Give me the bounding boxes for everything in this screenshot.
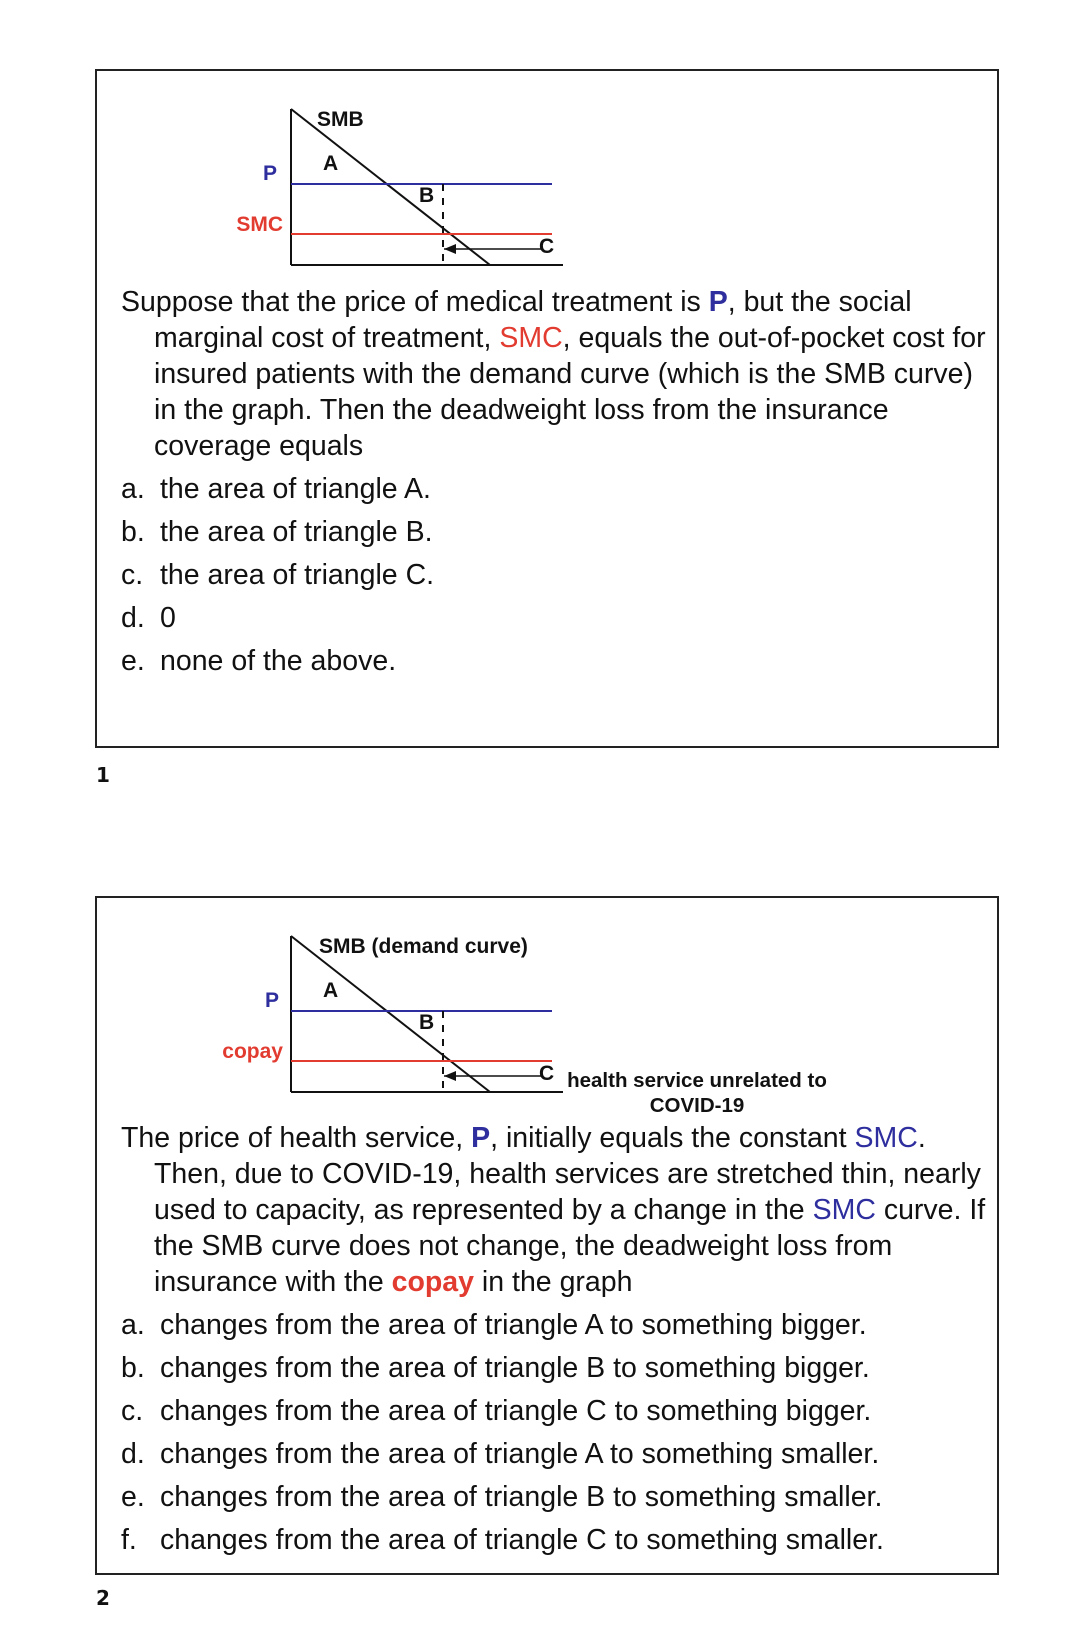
option-letter: b. <box>121 516 145 548</box>
smb-curve-line <box>291 936 490 1092</box>
answer-option-f[interactable] <box>121 1522 991 1558</box>
slide-1 <box>95 69 999 748</box>
arrow-left-icon <box>444 1071 456 1081</box>
option-text: the area of triangle C. <box>160 559 435 591</box>
price-label: P <box>262 162 277 185</box>
stem-text: curve. If the SMB curve does not change, the deadweight loss from insurance with the <box>154 1194 986 1298</box>
region-a-label: A <box>323 979 339 1002</box>
answer-option-d[interactable] <box>121 1436 991 1472</box>
question-stem <box>121 1120 991 1300</box>
stem-text: The price of health service, <box>121 1122 472 1154</box>
option-letter: c. <box>121 1395 144 1427</box>
answer-option-e[interactable] <box>121 1479 991 1515</box>
slide-2 <box>95 896 999 1575</box>
smb-curve-line <box>291 109 490 265</box>
answer-option-c[interactable] <box>121 1393 991 1429</box>
region-b-label: B <box>419 1011 435 1034</box>
price-label: P <box>264 989 279 1012</box>
supply-demand-graph <box>97 898 997 1098</box>
stem-text: . Then, due to COVID-19, health services are stretched thin, nearly used to capacity, as represented by a change in the <box>154 1122 981 1226</box>
option-letter: f. <box>121 1524 137 1556</box>
stem-text: Suppose that the price of medical treatment is <box>121 286 709 318</box>
page-number-2: 2 <box>96 1586 110 1610</box>
price-term: P <box>708 286 728 318</box>
region-c-label: C <box>539 235 555 258</box>
stem-text: in the graph <box>474 1266 633 1298</box>
option-letter: d. <box>121 602 145 634</box>
option-text: changes from the area of triangle C to something bigger. <box>160 1395 872 1427</box>
answer-option-c[interactable] <box>121 557 991 593</box>
option-text: changes from the area of triangle A to something bigger. <box>160 1309 867 1341</box>
option-text: the area of triangle B. <box>160 516 433 548</box>
option-letter: c. <box>121 559 144 591</box>
region-a-label: A <box>323 152 339 175</box>
supply-demand-graph <box>97 71 997 271</box>
price-term: P <box>471 1122 491 1154</box>
answer-option-e[interactable] <box>121 643 991 679</box>
stem-text: , equals the out-of-pocket cost for insured patients with the demand curve (which is the SMB curve) in the graph. Then the deadweight loss from the insurance coverage equals <box>154 322 986 462</box>
question-2 <box>121 1120 991 1558</box>
question-1 <box>121 284 991 679</box>
region-c-label: C <box>539 1062 555 1085</box>
answer-option-d[interactable] <box>121 600 991 636</box>
option-letter: a. <box>121 473 145 505</box>
curve-label: SMB (demand curve) <box>319 935 528 958</box>
smc-term: SMC <box>499 322 563 354</box>
copay-term: copay <box>391 1266 475 1298</box>
cost-label: copay <box>222 1040 283 1063</box>
question-stem <box>121 284 991 464</box>
x-caption-line-1: health service unrelated to <box>567 1069 827 1092</box>
option-letter: a. <box>121 1309 145 1341</box>
option-text: changes from the area of triangle C to something smaller. <box>160 1524 884 1556</box>
option-text: none of the above. <box>160 645 397 677</box>
x-axis-caption <box>557 1068 837 1118</box>
option-letter: b. <box>121 1352 145 1384</box>
answer-option-a[interactable] <box>121 1307 991 1343</box>
answer-option-b[interactable] <box>121 1350 991 1386</box>
x-caption-line-2: COVID-19 <box>649 1094 745 1117</box>
answer-option-b[interactable] <box>121 514 991 550</box>
option-text: changes from the area of triangle B to something bigger. <box>160 1352 870 1384</box>
arrow-left-icon <box>444 244 456 254</box>
page-number-1: 1 <box>96 763 110 787</box>
region-b-label: B <box>419 184 435 207</box>
curve-label: SMB <box>317 108 364 131</box>
answer-option-a[interactable] <box>121 471 991 507</box>
stem-text: , but the social marginal cost of treatment, <box>154 286 912 354</box>
option-text: changes from the area of triangle B to something smaller. <box>160 1481 883 1513</box>
option-text: 0 <box>160 602 176 634</box>
smc-term: SMC <box>812 1194 876 1226</box>
stem-text: , initially equals the constant <box>490 1122 855 1154</box>
smc-term: SMC <box>854 1122 918 1154</box>
option-text: changes from the area of triangle A to something smaller. <box>160 1438 880 1470</box>
option-letter: e. <box>121 645 145 677</box>
option-letter: e. <box>121 1481 145 1513</box>
option-letter: d. <box>121 1438 145 1470</box>
option-text: the area of triangle A. <box>160 473 431 505</box>
cost-label: SMC <box>236 213 283 236</box>
